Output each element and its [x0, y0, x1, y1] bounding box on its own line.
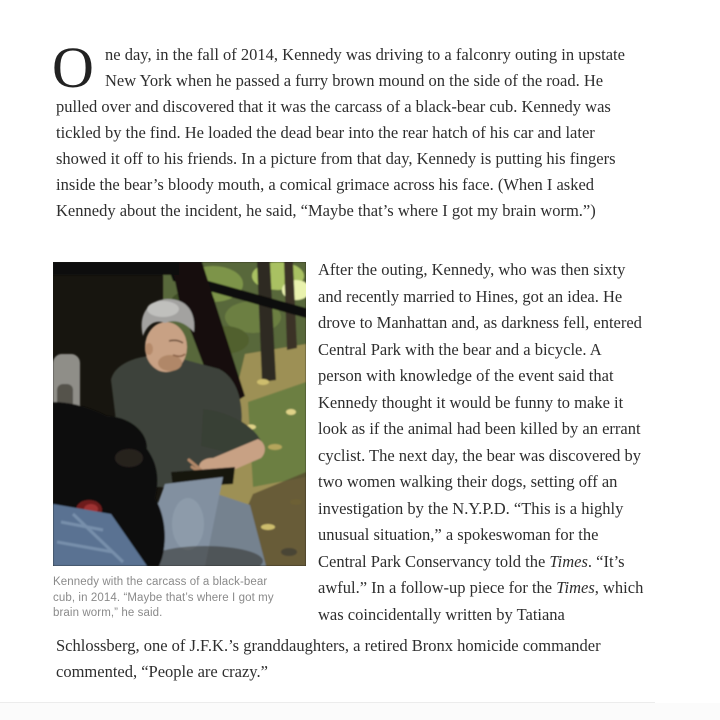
text-segment: Schlossberg, one of J.F.K.’s granddaughters, a retired Bronx homicide commander — [56, 636, 601, 655]
text-line — [56, 94, 672, 120]
article-photo-figure — [53, 262, 306, 622]
text-line — [318, 390, 672, 417]
italic-publication-name: Times — [556, 578, 595, 597]
text-line — [318, 284, 672, 311]
text-line — [56, 68, 672, 94]
text-segment: ne day, in the fall of 2014, Kennedy was driving to a falconry outing in upstate — [105, 45, 625, 64]
text-segment: unusual situation,” a spokeswoman for the — [318, 525, 599, 544]
text-line — [56, 146, 672, 172]
text-line — [318, 496, 672, 523]
text-segment: Kennedy thought it would be funny to make it — [318, 392, 624, 412]
text-line — [318, 257, 672, 284]
text-segment: New York when he passed a furry brown mound on the side of the road. He — [105, 71, 604, 90]
text-line — [56, 198, 672, 224]
text-segment: showed it off to his friends. In a picture from that day, Kennedy is putting his fingers — [56, 149, 616, 168]
text-line — [318, 443, 672, 470]
text-segment: . “It’s — [587, 551, 625, 571]
text-line — [318, 416, 672, 443]
drop-cap: O — [52, 35, 94, 100]
text-segment: inside the bear’s bloody mouth, a comical grimace across his face. (When I asked — [56, 175, 595, 194]
text-line — [318, 522, 672, 549]
text-segment: commented, “People are crazy.” — [56, 662, 268, 681]
text-segment: and recently married to Hines, got an idea. He — [318, 286, 623, 306]
text-line — [56, 633, 672, 659]
kennedy-bear-photo — [53, 262, 306, 566]
text-segment: Central Park Conservancy told the — [318, 551, 550, 571]
italic-publication-name: Times — [549, 551, 588, 571]
bottom-divider — [0, 702, 655, 703]
text-segment: drove to Manhattan and, as darkness fell, entered — [318, 313, 642, 332]
text-segment: After the outing, Kennedy, who was then sixty — [318, 260, 626, 279]
text-segment: pulled over and discovered that it was the carcass of a black-bear cub. Kennedy was — [56, 97, 611, 116]
text-segment: Kennedy about the incident, he said, “Maybe that’s where I got my brain worm.”) — [56, 201, 596, 220]
text-line — [56, 659, 672, 685]
text-segment: cyclist. The next day, the bear was discovered by — [318, 445, 642, 465]
text-segment: Central Park with the bear and a bicycle. A — [318, 339, 602, 359]
text-line — [318, 549, 672, 576]
bottom-strip — [0, 703, 720, 720]
text-line — [56, 42, 672, 68]
article-content — [52, 35, 672, 685]
text-segment: awful.” In a follow-up piece for the — [318, 578, 557, 597]
text-line — [318, 469, 672, 496]
text-line — [318, 337, 672, 364]
opening-paragraph-lines — [56, 42, 672, 224]
text-segment: , which — [594, 578, 644, 597]
opening-paragraph — [52, 35, 672, 224]
photo-caption: Kennedy with the carcass of a black-bear cub, in 2014. “Maybe that’s where I got my brain worm,” he said. — [53, 576, 274, 619]
text-segment: investigation by the N.Y.P.D. “This is a highly — [318, 498, 624, 518]
text-segment: look as if the animal had been killed by an errant — [318, 419, 641, 438]
text-line — [56, 172, 672, 198]
photo-and-text-section — [53, 257, 672, 628]
closing-paragraph — [56, 633, 672, 685]
text-segment: two women walking their dogs, setting off an — [318, 472, 618, 491]
text-segment: person with knowledge of the event said that — [318, 366, 614, 385]
text-line — [318, 602, 672, 629]
text-line — [318, 363, 672, 390]
text-line — [56, 120, 672, 146]
text-line — [318, 575, 672, 602]
wrapped-paragraph — [318, 257, 672, 628]
text-segment: was coincidentally written by Tatiana — [318, 604, 565, 624]
text-segment: tickled by the find. He loaded the dead bear into the rear hatch of his car and later — [56, 123, 595, 142]
text-line — [318, 310, 672, 337]
